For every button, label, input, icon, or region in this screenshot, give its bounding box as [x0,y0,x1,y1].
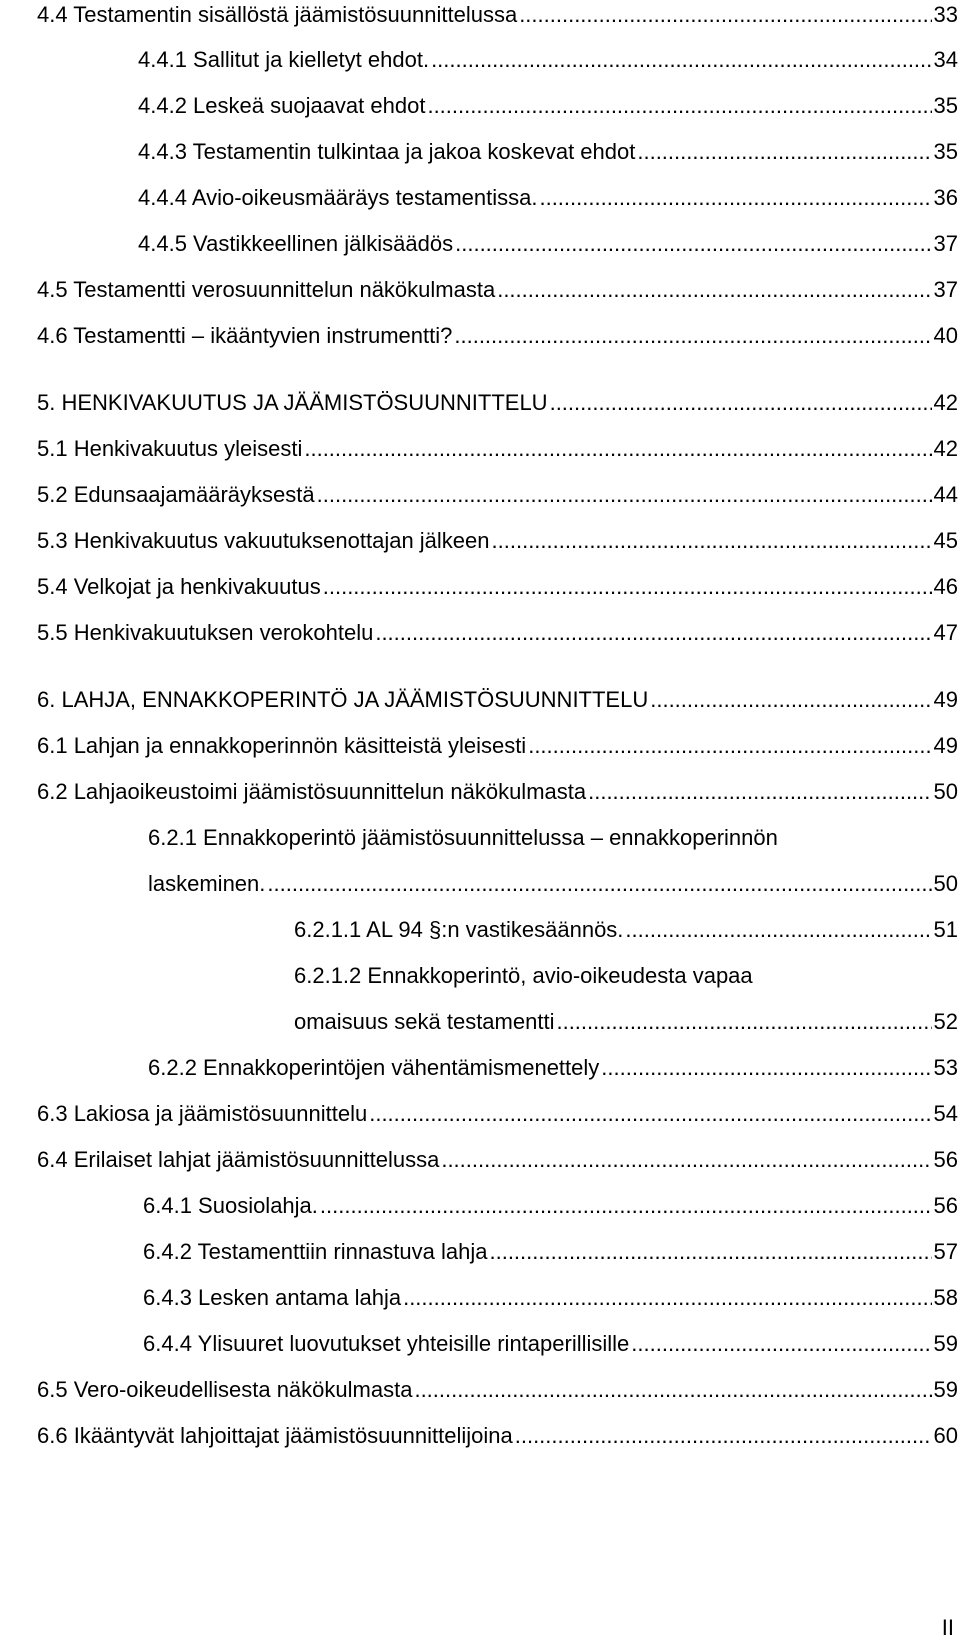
dot-leader [497,275,931,305]
toc-entry-page: 33 [933,2,958,27]
dot-leader [515,1421,932,1451]
toc-entry-title: 6.2.1.1 AL 94 §:n vastikesäännös. [294,917,624,942]
toc-entry-page: 42 [933,436,958,461]
dot-leader [369,1099,931,1129]
dot-leader [317,480,932,510]
toc-entry-first-line[interactable] [294,961,753,991]
dot-leader [550,388,932,418]
toc-entry-title: 6.2.1.2 Ennakkoperintö, avio-oikeudesta vapaa [294,963,753,988]
toc-entry-title: 5.1 Henkivakuutus yleisesti [37,436,303,461]
toc-entry-title: laskeminen. [148,871,266,896]
toc-entry-page: 56 [933,1193,958,1218]
toc-entry-title: 4.5 Testamentti verosuunnittelun näkökulmasta [37,277,496,302]
toc-entry[interactable] [138,229,958,259]
toc-entry-page: 60 [933,1423,958,1448]
toc-entry[interactable] [37,1421,958,1451]
dot-leader [650,685,931,715]
dot-leader [489,1237,931,1267]
toc-entry[interactable] [37,321,958,351]
toc-entry-page: 57 [933,1239,958,1264]
toc-entry-page: 52 [933,1009,958,1034]
toc-entry-title: 5.4 Velkojat ja henkivakuutus [37,574,321,599]
toc-entry-title: 6.2.2 Ennakkoperintöjen vähentämismenettely [148,1055,600,1080]
page-number: II [941,1615,954,1640]
toc-entry-page: 47 [933,620,958,645]
toc-entry[interactable] [294,915,958,945]
toc-entry-page: 59 [933,1377,958,1402]
dot-leader [519,0,931,30]
toc-entry[interactable] [37,275,958,305]
toc-entry-title: 5.3 Henkivakuutus vakuutuksenottajan jälkeen [37,528,490,553]
toc-entry-page: 50 [933,871,958,896]
dot-leader [601,1053,931,1083]
toc-entry-title: 4.4.5 Vastikkeellinen jälkisäädös [138,231,454,256]
toc-entry[interactable] [37,572,958,602]
dot-leader [625,915,931,945]
toc-entry[interactable] [37,685,958,715]
toc-entry[interactable] [37,618,958,648]
toc-entry-page: 36 [933,185,958,210]
toc-entry[interactable] [294,1007,958,1037]
toc-entry-title: 6.1 Lahjan ja ennakkoperinnön käsitteistä yleisesti [37,733,527,758]
dot-leader [637,137,931,167]
toc-entry-title: 4.4.1 Sallitut ja kielletyt ehdot. [138,47,430,72]
toc-entry-page: 46 [933,574,958,599]
toc-entry-page: 37 [933,277,958,302]
dot-leader [588,777,931,807]
dot-leader [556,1007,931,1037]
toc-entry-title: 6.4.2 Testamenttiin rinnastuva lahja [143,1239,488,1264]
toc-entry-title: omaisuus sekä testamentti [294,1009,555,1034]
dot-leader [427,91,931,121]
toc-entry-title: 5.2 Edunsaajamääräyksestä [37,482,315,507]
toc-entry[interactable] [37,731,958,761]
toc-entry-title: 6.5 Vero-oikeudellisesta näkökulmasta [37,1377,413,1402]
dot-leader [267,869,931,899]
toc-entry-page: 59 [933,1331,958,1356]
toc-entry-page: 35 [933,139,958,164]
toc-entry-page: 34 [933,47,958,72]
toc-entry[interactable] [37,480,958,510]
toc-entry-page: 56 [933,1147,958,1172]
toc-entry-page: 49 [933,733,958,758]
toc-entry-title: 6.6 Ikääntyvät lahjoittajat jäämistösuunnittelijoina [37,1423,513,1448]
toc-entry-page: 42 [933,390,958,415]
toc-entry[interactable] [148,869,958,899]
toc-entry-page: 58 [933,1285,958,1310]
toc-entry-title: 6.4 Erilaiset lahjat jäämistösuunnittelussa [37,1147,440,1172]
toc-entry-title: 6.4.4 Ylisuuret luovutukset yhteisille rintaperillisille [143,1331,630,1356]
toc-entry-page: 40 [933,323,958,348]
toc-entry-page: 45 [933,528,958,553]
toc-entry-title: 5.5 Henkivakuutuksen verokohtelu [37,620,374,645]
toc-entry-title: 4.4.3 Testamentin tulkintaa ja jakoa koskevat ehdot [138,139,636,164]
toc-entry[interactable] [138,183,958,213]
toc-entry-title: 6.4.3 Lesken antama lahja [143,1285,402,1310]
dot-leader [414,1375,931,1405]
toc-entry-title: 6.3 Lakiosa ja jäämistösuunnittelu [37,1101,368,1126]
toc-entry[interactable] [37,388,958,418]
toc-entry-first-line[interactable] [148,823,778,853]
dot-leader [323,572,932,602]
toc-entry[interactable] [37,1099,958,1129]
dot-leader [492,526,932,556]
toc-entry-title: 4.4.4 Avio-oikeusmääräys testamentissa. [138,185,538,210]
toc-entry[interactable] [37,0,958,30]
toc-entry-title: 6.2 Lahjaoikeustoimi jäämistösuunnittelun näkökulmasta [37,779,587,804]
toc-entry-page: 49 [933,687,958,712]
toc-entry-page: 35 [933,93,958,118]
dot-leader [441,1145,931,1175]
dot-leader [320,1191,932,1221]
toc-entry[interactable] [143,1237,958,1267]
toc-entry-title: 4.4 Testamentin sisällöstä jäämistösuunnittelussa [37,2,518,27]
dot-leader [631,1329,931,1359]
toc-entry[interactable] [143,1191,958,1221]
toc-entry-title: 6. LAHJA, ENNAKKOPERINTÖ JA JÄÄMISTÖSUUNNITTELU [37,687,649,712]
dot-leader [454,321,931,351]
toc-entry[interactable] [143,1329,958,1359]
dot-leader [375,618,931,648]
toc-entry-title: 4.4.2 Leskeä suojaavat ehdot [138,93,426,118]
toc-entry[interactable] [37,526,958,556]
toc-entry-title: 5. HENKIVAKUUTUS JA JÄÄMISTÖSUUNNITTELU [37,390,548,415]
toc-entry-title: 4.6 Testamentti – ikääntyvien instrumentti? [37,323,453,348]
dot-leader [539,183,931,213]
dot-leader [304,434,931,464]
toc-entry-page: 44 [933,482,958,507]
dot-leader [403,1283,931,1313]
toc-entry[interactable] [37,434,958,464]
dot-leader [528,731,931,761]
toc-entry-title: 6.2.1 Ennakkoperintö jäämistösuunnittelussa – ennakkoperinnön [148,825,778,850]
toc-entry[interactable] [37,1375,958,1405]
toc-entry[interactable] [138,91,958,121]
toc-entry-page: 50 [933,779,958,804]
toc-entry-page: 53 [933,1055,958,1080]
toc-entry[interactable] [37,777,958,807]
toc-entry-page: 37 [933,231,958,256]
dot-leader [431,45,931,75]
toc-entry-title: 6.4.1 Suosiolahja. [143,1193,318,1218]
toc-entry[interactable] [148,1053,958,1083]
toc-entry[interactable] [143,1283,958,1313]
toc-entry[interactable] [37,1145,958,1175]
toc-entry-page: 51 [933,917,958,942]
toc-entry[interactable] [138,45,958,75]
toc-entry[interactable] [138,137,958,167]
dot-leader [455,229,931,259]
toc-entry-page: 54 [933,1101,958,1126]
